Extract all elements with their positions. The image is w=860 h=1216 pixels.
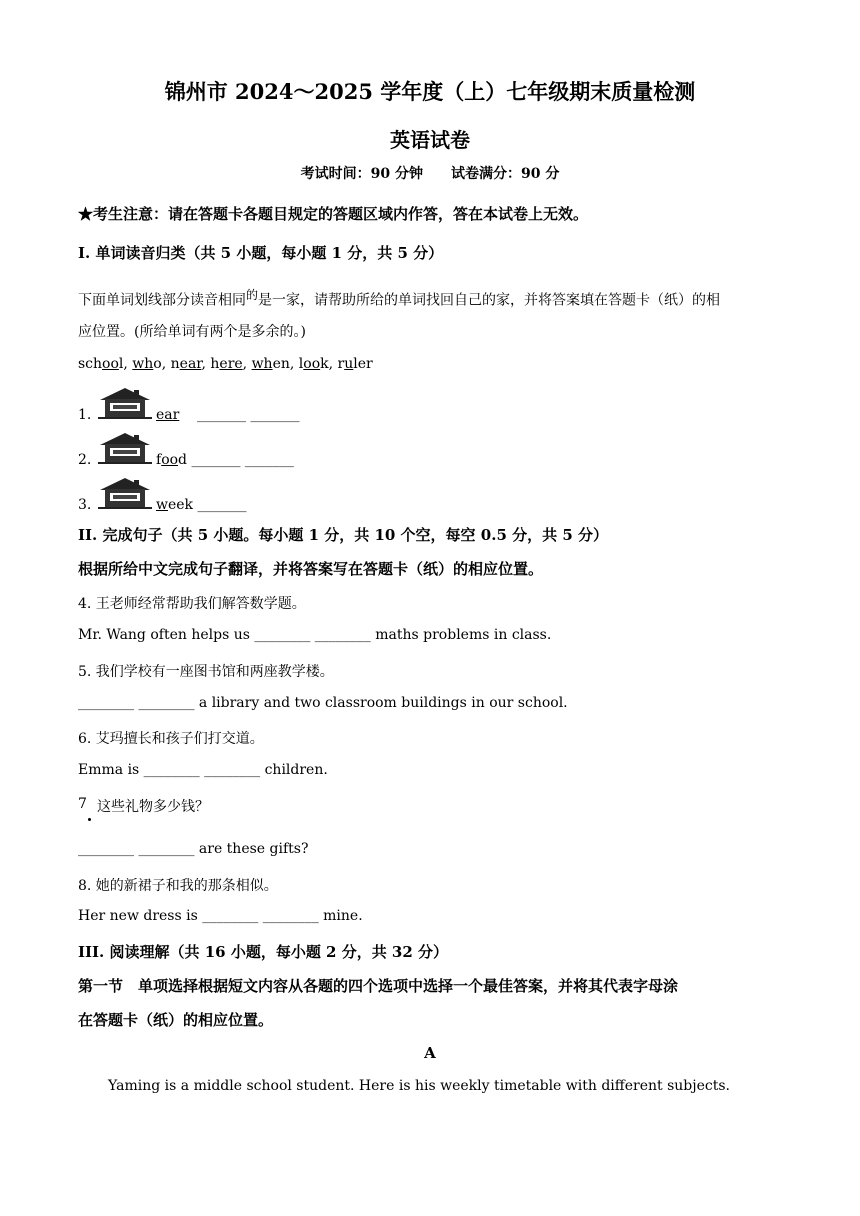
item-2-number: 2. [78,452,92,468]
q7-chinese: 这些礼物多少钱？ [97,799,209,815]
q6-chinese: 6. 艾玛擅长和孩子们打交道。 [78,731,264,747]
word: here, [210,356,252,372]
item-1-word: ear [156,407,180,423]
exam-title: 锦州市 2024～2025 学年度（上）七年级期末质量检测 [164,79,696,104]
word: near, [170,356,211,372]
q7-dot [88,818,91,821]
q4-chinese: 4. 王老师经常帮助我们解答数学题。 [78,596,306,612]
section3-part1-line2: 在答题卡（纸）的相应位置。 [78,1011,274,1029]
word: ruler [337,356,373,372]
exam-subtitle: 英语试卷 [390,128,470,152]
item-3-number: 3. [78,497,92,513]
q5-chinese: 5. 我们学校有一座图书馆和两座教学楼。 [78,664,334,680]
house-icon [96,431,154,465]
section1-instruction-line2: 应位置。(所给单词有两个是多余的。) [78,324,306,340]
q5-english: ________ ________ a library and two classroom buildings in our school. [78,695,568,711]
word: look, [298,356,338,372]
item-3-word: week _______ [156,497,247,513]
word-list [78,356,373,372]
exam-info: 考试时间：90 分钟 试卷满分：90 分 [300,166,560,182]
word: when, [251,356,299,372]
section2-heading: II. 完成句子（共 5 小题。每小题 1 分，共 10 个空，每空 0.5 分，共 5 分） [78,526,608,544]
passage-intro: Yaming is a middle school student. Here is his weekly timetable with different subjects. [108,1078,730,1094]
item-1-blanks: _______ _______ [197,407,300,423]
q7-english: ________ ________ are these gifts? [78,841,309,857]
word: school, [78,356,133,372]
word: who, [132,356,171,372]
notice: ★考生注意：请在答题卡各题目规定的答题区域内作答，答在本试卷上无效。 [78,205,589,223]
instruction-sup: 的 [246,288,259,302]
item-1-number: 1. [78,407,92,423]
q8-chinese: 8. 她的新裙子和我的那条相似。 [78,878,278,894]
instruction-text-a: 下面单词划线部分读音相同 [78,292,246,309]
q6-english: Emma is ________ ________ children. [78,762,328,778]
house-icon [96,386,154,420]
section1-instruction-line1 [78,286,720,310]
instruction-text-b: 是一家，请帮助所给的单词找回自己的家，并将答案填在答题卡（纸）的相 [258,292,721,309]
item-2-word: food _______ _______ [156,452,294,468]
section3-heading: III. 阅读理解（共 16 小题，每小题 2 分，共 32 分） [78,943,449,961]
q8-english: Her new dress is ________ ________ mine. [78,908,363,924]
section2-instruction: 根据所给中文完成句子翻译，并将答案写在答题卡（纸）的相应位置。 [78,560,544,578]
house-icon [96,476,154,510]
passage-label: A [424,1044,436,1062]
section3-part1-line1: 第一节 单项选择根据短文内容从各题的四个选项中选择一个最佳答案，并将其代表字母涂 [78,977,679,995]
section1-heading: I. 单词读音归类（共 5 小题，每小题 1 分，共 5 分） [78,244,444,262]
q7-number: 7 [78,796,87,812]
q4-english: Mr. Wang often helps us ________ ________ maths problems in class. [78,627,552,643]
